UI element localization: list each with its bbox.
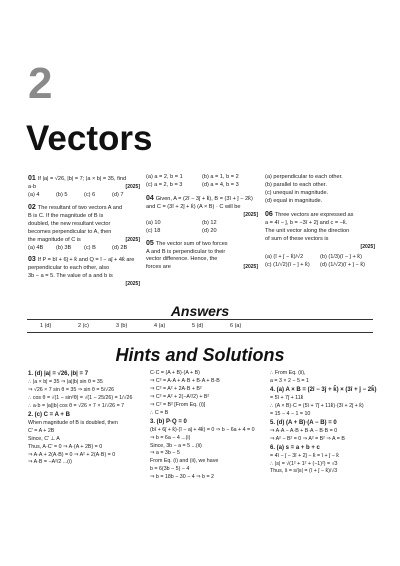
hint-line: ⇒ a = 3b − 5: [150, 450, 180, 457]
option-b: (b) 5: [56, 191, 68, 198]
question-text: A and B is perpendicular to their: [146, 248, 226, 255]
option-d: (d) a = 4, b = 3: [202, 181, 239, 188]
hint-line: ⇒ √26 × 7 sin θ = 35 ⇒ sin θ = 5/√26: [28, 386, 115, 393]
hint-line: ∴ C = B: [150, 409, 169, 416]
year-tag: [2025]: [243, 264, 258, 271]
question-text: forces are: [146, 264, 171, 271]
hint-line: ⇒ C² = B² [From Eq. (i)]: [150, 401, 206, 408]
answers-bottom-rule: [27, 332, 373, 333]
hint-line: b = 6(3b − 5) − 4: [150, 466, 190, 473]
hint-line: ∴ (A × B)·C = (5î + 7ĵ + 11k̂)·(3î + 2ĵ + k̂): [270, 402, 364, 409]
hint-line: = 15 − 4 − 1 = 10: [270, 410, 311, 417]
question-text: a = 4î − ĵ, b = −3î + 2ĵ and c = −k̂.: [265, 219, 348, 226]
hints-heading: Hints and Solutions: [115, 345, 285, 365]
hint-line: = 5î + 7ĵ + 11k̂: [270, 394, 304, 401]
answers-row: [40, 323, 370, 329]
question-text: and C = (3î + 2ĵ + k̂) (A × B) · C will be: [146, 203, 241, 210]
questions-column-2: [146, 174, 258, 272]
answer-item: 1 (d): [40, 323, 52, 329]
hint-line: ⇒ A·B = −A²/2 ...(i): [28, 459, 72, 466]
hint-line: ⇒ C² = A² + 2A·B + B²: [150, 385, 202, 392]
year-tag: [2025]: [360, 243, 375, 250]
question-03-options: [146, 174, 258, 190]
questions-column-1: [28, 174, 140, 289]
option-b: (b) (1/3)(î − ĵ + k̂): [320, 254, 362, 261]
option-c: (c) 18: [146, 227, 161, 234]
hint-line: 2. (c) C = A + B: [28, 411, 70, 418]
question-text: The resultant of two vectors A and: [37, 204, 123, 211]
hint-line: ∴ cos θ = √(1 − sin²θ) = √(1 − 25/26) = 1/√26: [28, 394, 133, 401]
option-b: (b) parallel to each other.: [265, 181, 327, 188]
question-text: becomes perpendicular to A, then: [28, 228, 112, 235]
option-c: (c) a = 2, b = 3: [146, 181, 183, 188]
hint-line: ⇒ C² = A·A + A·B + B·A + B·B: [150, 377, 220, 384]
question-02: [28, 203, 140, 253]
hint-line: 5. (d) (A + B)·(A − B) = 0: [270, 419, 337, 426]
hint-line: C' = A + 2B: [28, 427, 55, 434]
option-a: (a) 4: [28, 191, 40, 198]
option-c: (c) unequal in magnitude.: [265, 189, 329, 196]
hint-line: (bî + 6ĵ + k̂)·(î − aĵ + 4k̂) = 0 ⇒ b − 6a + 4 = 0: [150, 426, 255, 433]
year-tag: [2025]: [125, 236, 140, 243]
option-c: (c) (1/√2)(î − ĵ + k̂): [265, 262, 310, 269]
question-number: 03: [28, 256, 36, 264]
option-b: (b) a = 1, b = 2: [202, 174, 239, 180]
hint-line: 1. (d) |a| = √26, |b| = 7: [28, 371, 89, 377]
question-text: a·b: [28, 183, 37, 190]
hint-line: 6. (a) s = a + b + c: [270, 444, 320, 451]
hint-line: ∴ |s| = √(1² + 1² + (−1)²) = √3: [270, 460, 338, 467]
question-text: doubled, the new resultant vector: [28, 220, 111, 227]
option-a: (a) 10: [146, 219, 161, 226]
question-text: The vector sum of two forces: [155, 240, 228, 247]
hint-line: Since, C' ⊥ A: [28, 435, 60, 442]
option-b: (b) 3B: [56, 244, 72, 251]
hints-column-1: [28, 370, 146, 467]
question-text: B is C. If the magnitude of B is: [28, 212, 104, 219]
option-d: (d) equal in magnitude.: [265, 197, 323, 204]
hint-line: ⇒ A·A + 2(A·B) = 0 ⇒ A² + 2(A·B) = 0: [28, 451, 116, 458]
question-05: [146, 239, 258, 273]
question-01: [28, 174, 140, 200]
questions-column-3: [265, 174, 375, 270]
year-tag: [2025]: [243, 211, 258, 218]
option-a: (a) a = 2, b = 1: [146, 174, 183, 180]
option-b: (b) 12: [202, 219, 217, 226]
hint-line: When magnitude of B is doubled, then: [28, 419, 118, 426]
hint-line: ⇒ A² − B² = 0 ⇒ A² = B² ⇒ A = B: [270, 435, 345, 442]
option-c: (c) 6: [84, 191, 96, 198]
hint-line: ∴ a·b = |a||b| cos θ = √26 × 7 × 1/√26 = 7: [28, 402, 125, 409]
hint-line: C·C = (A + B)·(A + B): [150, 370, 200, 376]
year-tag: [2025]: [125, 281, 140, 288]
hint-line: Thus, A·C' = 0 ⇒ A·(A + 2B) = 0: [28, 443, 103, 450]
option-a: (a) (î + ĵ − k̂)/√2: [265, 254, 304, 261]
answer-item: 4 (a): [154, 323, 166, 329]
hints-column-2: [150, 370, 268, 482]
question-number: 06: [265, 210, 273, 218]
option-c: (c) B: [84, 244, 96, 251]
answers-top-rule: [27, 319, 373, 320]
answer-item: 2 (c): [78, 323, 89, 329]
question-text: 3b − a = 5. The value of a and b is: [28, 273, 113, 280]
answers-heading: Answers: [170, 303, 230, 319]
chapter-title: Vectors: [26, 119, 153, 158]
answer-item: 6 (a): [230, 323, 242, 329]
question-text: the magnitude of C is: [28, 236, 81, 243]
hint-line: a = 3 × 2 − 5 = 1: [270, 377, 309, 384]
hint-line: ⇒ b = 18b − 30 − 4 ⇒ b = 2: [150, 474, 214, 481]
hint-line: Since, 3b − a = 5 ...(ii): [150, 442, 202, 449]
question-05-options: [265, 174, 375, 206]
question-text: The unit vector along the direction: [265, 227, 350, 234]
question-04: [146, 194, 258, 236]
question-text: perpendicular to each other, also: [28, 265, 110, 272]
hint-line: = 4î − ĵ − 3î + 2ĵ − k̂ = î + ĵ − k̂: [270, 452, 339, 459]
option-a: (a) 4B: [28, 244, 44, 251]
option-d: (d) 2B: [112, 244, 128, 251]
hint-line: 3. (b) P·Q = 0: [150, 418, 187, 425]
question-number: 01: [28, 175, 36, 182]
question-03: [28, 255, 140, 289]
question-text: vector difference. Hence, the: [146, 256, 218, 263]
hint-line: From Eq. (i) and (ii), we have: [150, 458, 219, 465]
question-text: Given, A = (2î − 3ĵ + k̂), B = (3î + ĵ − 2k̂): [155, 195, 253, 202]
question-number: 05: [146, 239, 154, 247]
question-text: Three vectors are expressed as: [274, 211, 354, 218]
hint-line: ∴ |a × b| = 35 ⇒ |a||b| sin θ = 35: [28, 379, 103, 385]
question-text: If P = bî + 6ĵ + k̂ and Q = î − aĵ + 4k̂ are: [37, 257, 135, 264]
hint-line: ⇒ A·A − A·B + B·A − B·B = 0: [270, 427, 338, 434]
question-number: 02: [28, 203, 36, 211]
option-d: (d) (1/√2)(î + ĵ − k̂): [320, 262, 366, 269]
answer-item: 3 (b): [116, 323, 128, 329]
question-text: of sum of these vectors is: [265, 235, 329, 242]
hint-line: Thus, ŝ = s/|s| = (î + ĵ − k̂)/√3: [270, 468, 338, 475]
answer-item: 5 (d): [192, 323, 204, 329]
hint-line: 4. (a) A × B = (2î − 3ĵ + k̂) × (3î + ĵ − 2k̂): [270, 386, 377, 393]
option-a: (a) perpendicular to each other.: [265, 174, 343, 180]
hint-line: ∴ From Eq. (ii),: [270, 370, 306, 376]
year-tag: [2025]: [125, 183, 140, 190]
question-06: [265, 210, 375, 271]
hint-line: ⇒ C² = A² + 2(−A²/2) + B²: [150, 393, 210, 400]
chapter-number: 2: [28, 59, 53, 108]
option-d: (d) 20: [202, 227, 217, 234]
hints-column-3: [270, 370, 378, 476]
question-number: 04: [146, 194, 154, 202]
hint-line: ⇒ b = 6a − 4 ...(i): [150, 434, 191, 441]
question-text: If |a| = √26, |b| = 7; |a × b| = 35, find: [37, 176, 127, 182]
option-d: (d) 7: [112, 191, 124, 198]
